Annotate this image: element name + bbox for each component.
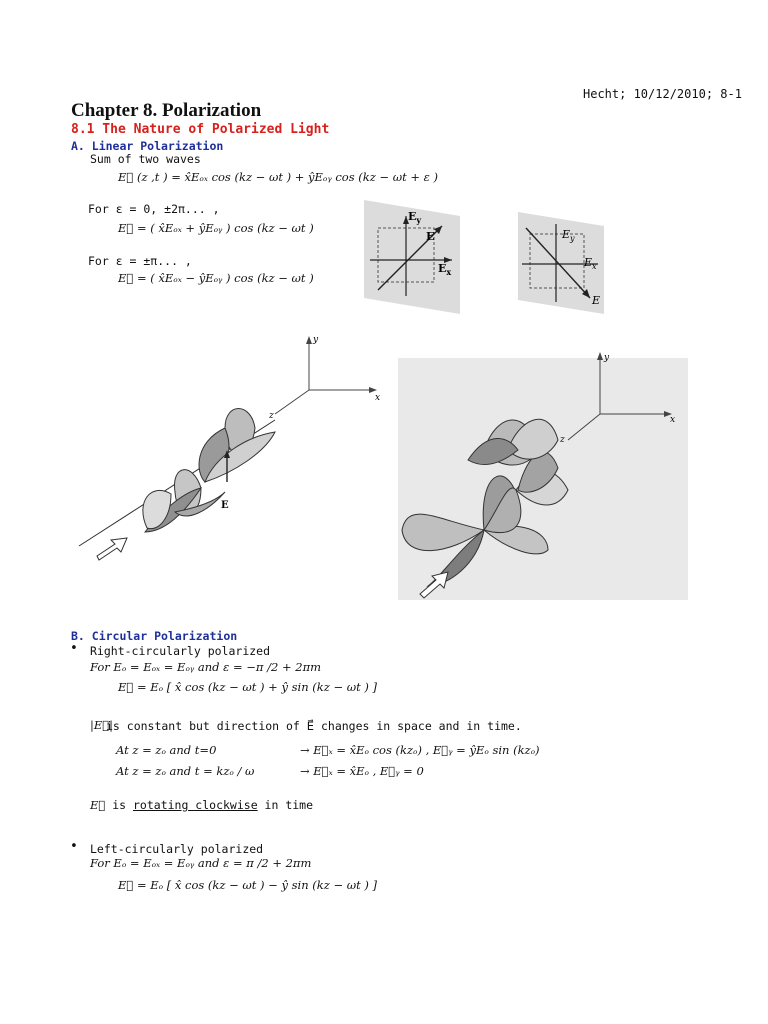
ex-label: $E_x$ [438,262,452,277]
polarization-plane-figure-2 [514,210,608,316]
condition-1-label: At z = zₒ and t=0 [116,743,217,757]
section-title: 8.1 The Nature of Polarized Light [71,122,330,137]
ex-label: $E_x$ [584,256,597,271]
e-label: E [426,230,435,243]
linear-case1-equation: E⃗ = ( x̂Eₒₓ + ŷEₒᵧ ) cos (kz − ωt ) [118,221,314,235]
rotation-is: is [105,798,133,812]
linear-intro: Sum of two waves [90,152,201,166]
right-circular-bullet: Right-circularly polarized [90,644,271,658]
constant-magnitude-note: is constant but direction of E⃗ changes in space and in time. [106,719,522,733]
circular-polarization-heading: B. Circular Polarization [71,629,238,643]
condition-1-result: → E⃗ₓ = x̂Eₒ cos (kzₒ) , E⃗ᵧ = ŷEₒ sin (kzₒ) [300,743,540,757]
rotation-vector: E⃗ [90,798,106,812]
rotation-note [90,798,313,812]
linear-case2-equation: E⃗ = ( x̂Eₒₓ − ŷEₒᵧ ) cos (kz − ωt ) [118,271,314,285]
chapter-title: Chapter 8. Polarization [71,100,262,121]
z-axis-label: z [269,411,274,421]
right-circular-equation: E⃗ = Eₒ [ x̂ cos (kz − ωt ) + ŷ sin (kz − ωt ) ] [118,680,378,694]
polarization-plane-figure-1 [360,198,464,316]
left-circular-bullet: Left-circularly polarized [90,842,264,856]
x-axis-label: x [670,415,676,425]
e-label: E [221,500,229,511]
linear-wave-3d-figure [75,332,395,572]
x-axis-label: x [375,393,381,403]
bullet-dot: • [70,641,78,656]
y-axis-label: y [313,335,319,345]
e-label: E [592,294,601,307]
circular-wave-3d-figure [398,350,688,600]
header-reference: Hecht; 10/12/2010; 8-1 [583,87,742,101]
left-circular-equation: E⃗ = Eₒ [ x̂ cos (kz − ωt ) − ŷ sin (kz − ωt ) ] [118,878,378,892]
left-circular-condition: For Eₒ = Eₒₓ = Eₒᵧ and ε = π /2 + 2πm [90,856,312,870]
linear-case1-label: For ε = 0, ±2π... , [88,202,220,216]
condition-2-result: → E⃗ₓ = x̂Eₒ , E⃗ᵧ = 0 [300,764,424,778]
magnitude-symbol: |E⃗| [90,718,114,732]
z-axis-label: z [560,435,565,445]
y-axis-label: y [604,353,610,363]
linear-case2-label: For ε = ±π... , [88,254,192,268]
rotation-rest: in time [257,798,314,812]
ey-label: $E_y$ [562,228,575,243]
rotating-clockwise-text: rotating clockwise [133,798,258,812]
bullet-dot: • [70,839,78,854]
condition-2-label: At z = zₒ and t = kzₒ / ω [116,764,255,778]
ey-label: $E_y$ [408,210,422,225]
linear-polarization-heading: A. Linear Polarization [71,139,224,153]
right-circular-condition: For Eₒ = Eₒₓ = Eₒᵧ and ε = −π /2 + 2πm [90,660,322,674]
linear-general-equation: E⃗ (z ,t ) = x̂Eₒₓ cos (kz − ωt ) + ŷEₒᵧ cos (kz − ωt + ε ) [118,170,438,184]
